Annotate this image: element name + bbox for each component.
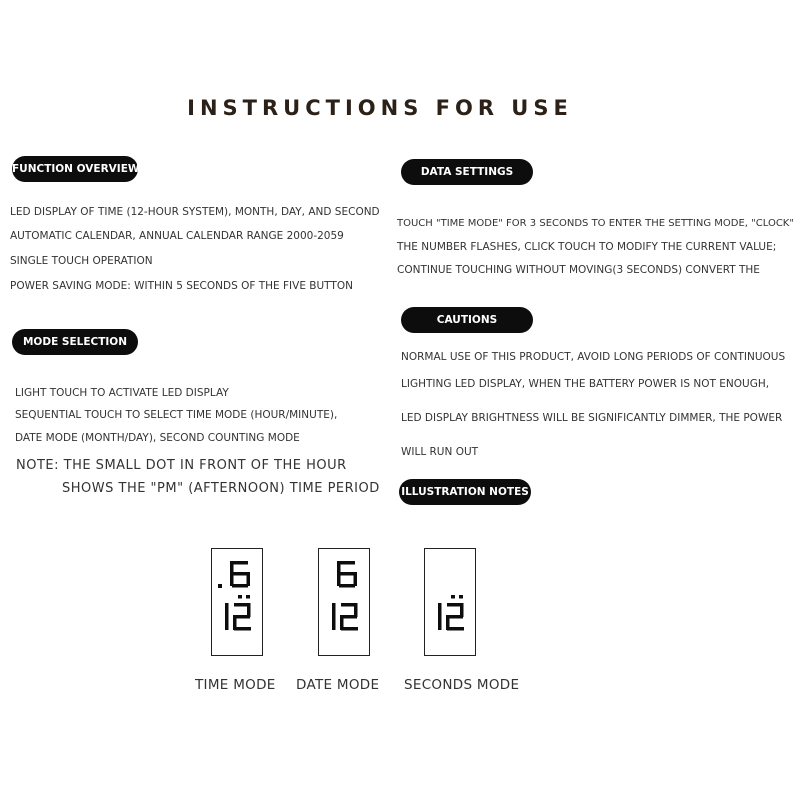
data-settings-line: THE NUMBER FLASHES, CLICK TOUCH TO MODIFY THE CURRENT VALUE; — [397, 241, 777, 253]
data-settings-line: CONTINUE TOUCHING WITHOUT MOVING(3 SECONDS) CONVERT THE — [397, 264, 760, 276]
led-display-seconds-mode — [424, 548, 476, 656]
led-digits-graphic — [212, 549, 262, 655]
led-segment — [339, 561, 355, 565]
illustration-notes-heading: ILLUSTRATION NOTES — [399, 479, 531, 505]
led-digits-graphic — [319, 549, 369, 655]
pm-note-line1: NOTE: THE SMALL DOT IN FRONT OF THE HOUR — [16, 458, 347, 473]
led-segment — [438, 616, 442, 630]
data-settings-heading: DATA SETTINGS — [401, 159, 533, 185]
led-segment — [232, 561, 248, 565]
led-display-time-mode — [211, 548, 263, 656]
cautions-line: LED DISPLAY BRIGHTNESS WILL BE SIGNIFICANTLY DIMMER, THE POWER — [401, 412, 783, 424]
mode-selection-line: LIGHT TOUCH TO ACTIVATE LED DISPLAY — [15, 387, 229, 399]
colon-dot — [238, 595, 242, 599]
function-overview-line: POWER SAVING MODE: WITHIN 5 SECONDS OF THE FIVE BUTTON — [10, 280, 353, 292]
led-segment — [234, 627, 251, 631]
led-segment — [339, 572, 355, 576]
led-segment — [225, 616, 229, 630]
mode-selection-line: SEQUENTIAL TOUCH TO SELECT TIME MODE (HOUR/MINUTE), — [15, 409, 338, 421]
led-segment — [337, 572, 341, 586]
led-segment — [339, 584, 355, 588]
cautions-line: LIGHTING LED DISPLAY, WHEN THE BATTERY POWER IS NOT ENOUGH, — [401, 378, 770, 390]
led-segment — [230, 572, 234, 586]
function-overview-line: LED DISPLAY OF TIME (12-HOUR SYSTEM), MONTH, DAY, AND SECOND — [10, 206, 380, 218]
cautions-heading: CAUTIONS — [401, 307, 533, 333]
function-overview-heading: FUNCTION OVERVIEW — [12, 156, 138, 182]
mode-selection-line: DATE MODE (MONTH/DAY), SECOND COUNTING MODE — [15, 432, 300, 444]
colon-dot — [459, 595, 463, 599]
led-display-date-mode — [318, 548, 370, 656]
led-segment — [460, 603, 464, 617]
colon-dot — [451, 595, 455, 599]
led-segment — [354, 603, 358, 617]
caption-time-mode: TIME MODE — [195, 677, 276, 693]
caption-seconds-mode: SECONDS MODE — [404, 677, 520, 693]
led-segment — [232, 584, 248, 588]
data-settings-line: TOUCH "TIME MODE" FOR 3 SECONDS TO ENTER THE SETTING MODE, "CLOCK" — [397, 218, 794, 229]
mode-selection-heading: MODE SELECTION — [12, 329, 138, 355]
led-segment — [232, 572, 248, 576]
led-segment — [354, 572, 358, 586]
led-segment — [247, 603, 251, 617]
colon-dot — [246, 595, 250, 599]
led-digits-graphic — [425, 549, 475, 655]
led-segment — [332, 616, 336, 630]
pm-dot — [218, 584, 222, 588]
page-title: INSTRUCTIONS FOR USE — [187, 96, 573, 120]
led-segment — [225, 603, 229, 617]
caption-date-mode: DATE MODE — [296, 677, 380, 693]
pm-note-line2: SHOWS THE "PM" (AFTERNOON) TIME PERIOD — [62, 481, 380, 496]
function-overview-line: SINGLE TOUCH OPERATION — [10, 255, 153, 267]
led-segment — [447, 627, 464, 631]
led-segment — [341, 627, 358, 631]
cautions-line: NORMAL USE OF THIS PRODUCT, AVOID LONG PERIODS OF CONTINUOUS — [401, 351, 786, 363]
cautions-line: WILL RUN OUT — [401, 446, 479, 458]
led-segment — [247, 572, 251, 586]
led-segment — [438, 603, 442, 617]
function-overview-line: AUTOMATIC CALENDAR, ANNUAL CALENDAR RANGE 2000-2059 — [10, 230, 344, 242]
led-segment — [332, 603, 336, 617]
